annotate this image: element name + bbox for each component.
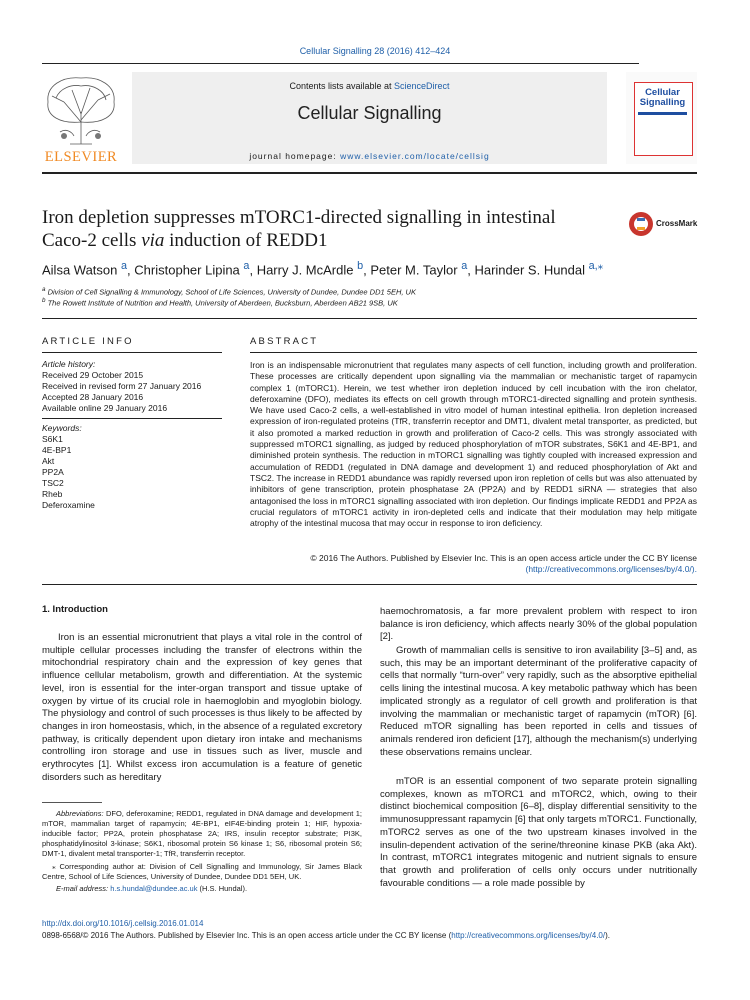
affiliation-a: $^a$ Division of Cell Signalling & Immunology, School of Life Sciences, University of Dundee, Dundee DD1 5EH, UK: [42, 286, 416, 297]
elsevier-wordmark: ELSEVIER: [44, 149, 118, 165]
abstract-end-divider: [42, 584, 697, 585]
crossmark-label: CrossMark: [656, 219, 698, 228]
keywords: Keywords: S6K1 4E-BP1 Akt PP2A TSC2 Rheb Deferoxamine: [42, 423, 95, 510]
journal-title: Cellular Signalling: [297, 103, 442, 123]
license-footer: 0898-6568/© 2016 The Authors. Published by Elsevier Inc. This is an open access article under the CC BY license (http://creativecommons.org/licenses/by/4.0/).: [42, 931, 610, 940]
abstract-divider: [250, 352, 697, 353]
keyword: Rheb: [42, 489, 63, 499]
keyword: PP2A: [42, 467, 64, 477]
keyword: TSC2: [42, 478, 64, 488]
affiliation-b: $^b$ The Rowett Institute of Nutrition and Health, University of Aberdeen, Bucksburn, Aberdeen AB21 9SB, UK: [42, 297, 398, 308]
license-footer-link[interactable]: http://creativecommons.org/licenses/by/4.0/: [451, 931, 606, 940]
keyword: Deferoxamine: [42, 500, 95, 510]
article-history: Article history: Received 29 October 2015 Received in revised form 27 January 2016 Accepted 28 January 2016 Available online 29 January 2016: [42, 359, 202, 413]
intro-right-paragraph-2: Growth of mammalian cells is sensitive to iron availability [3–5] and, as such, this may be an important determinant of the proliferative capacity of cells that normally “turn-over” very rapidly, such as the absorptive epithelial cells lining the intestinal mucosa. A key metabolic pathway which has been implicated strongly as a regulator of cell growth and proliferation is that involving the mammalian or mechanistic target of rapamycin (mTOR) [6]. Reduced mTOR signalling has been reported in cells and tissues of animals rendered iron deficient [17], although the mechanism(s) underlying these observations remains unclear.: [380, 645, 697, 758]
keywords-divider: [42, 418, 222, 419]
license-link[interactable]: (http://creativecommons.org/licenses/by/4.0/).: [525, 564, 697, 575]
abbreviations-footnote: Abbreviations: DFO, deferoxamine; REDD1, regulated in DNA damage and development 1; mTOR, mammalian target of rapamycin; 4E-BP1, eIF4E-binding protein 1; HIF, hypoxia-inducible factor; PP2A, protein phosphatase 2A; IRS, insulin receptor substrate; PI3K, phosphatidylinositol 3-kinase; S6K1, ribosomal protein S6 kinase 1; S6, ribosomal protein S6; DMT-1, divalent metal transporter-1; TfR, transferrin receptor.: [42, 809, 362, 858]
journal-homepage: journal homepage: www.elsevier.com/locate/cellsig: [249, 151, 490, 161]
info-divider: [42, 352, 222, 353]
author: Harinder S. Hundal: [474, 262, 586, 278]
intro-right-paragraph-1: haemochromatosis, a far more prevalent problem with respect to iron balance is iron deficiency, which affects nearly 30% of the global population [2].: [380, 606, 697, 643]
homepage-link[interactable]: www.elsevier.com/locate/cellsig: [340, 151, 490, 161]
intro-left-paragraph: Iron is an essential micronutrient that plays a vital role in the control of multiple cellular processes including the transfer of electrons within the mitochondrial respiratory chain and the expression of key genes that influence cellular metabolism, growth and differentiation. At the systemic level, iron is essential for the inter-organ transport and tissue uptake of oxygen by virtue of its crucial role in haemoglobin and myoglobin biology. The physiology and control of such processes is thus likely to be affected by changes in iron homeostasis, which, in the absence of a regulated excretory pathway, is critically dependent upon dietary iron intake and mechanisms controlling iron storage and use in tissues such as liver, muscle and erythrocytes [1]. Whilst excess iron accumulation is a feature of genetic disorders such as hereditary: [42, 632, 362, 783]
top-divider: [42, 63, 639, 64]
article-info-heading: ARTICLE INFO: [42, 336, 134, 347]
contents-line: Contents lists available at ScienceDirect: [289, 81, 450, 91]
cover-title: Cellular Signalling: [639, 87, 686, 108]
corresponding-author: ⁎ Corresponding author at: Division of Cell Signalling and Immunology, Sir James Black Centre, School of Life Sciences, University of Dundee, Dundee DD1 5EH, UK.: [42, 862, 362, 881]
email-footnote: E-mail address: h.s.hundal@dundee.ac.uk (H.S. Hundal).: [56, 884, 248, 893]
abstract-text: Iron is an indispensable micronutrient that regulates many aspects of cell function, including growth and proliferation. These processes are critically dependent upon signalling via the mammalian or mechanistic target of rapamycin complex 1 (mTORC1). Herein, we test whether iron depletion induced by cell incubation with the iron chelator, deferoxamine (DFO), mediates its effects on cell growth through mTORC1-directed signalling and protein synthesis. We have used Caco-2 cells, a well-established in vitro model of human intestinal epithelia. Iron depletion increased expression of iron-regulated proteins (TfR, transferrin receptor and DMT1, divalent metal transporter, as predicted, but it also promoted a marked reduction in growth and proliferation of Caco-2 cells. This was strongly associated with suppressed mTORC1 signalling, as judged by reduced phosphorylation of mTOR substrates, S6K1 and 4E-BP1, and diminished protein synthesis. The reduction in mTORC1 signalling was tightly coupled with increased expression and accumulation of REDD1 (regulated in DNA damage and development 1) and reduced phosphorylation of Akt and TSC2. The increase in REDD1 abundance was rapidly reversed upon iron repletion of cells but was also attenuated by inhibitors of gene transcription, protein phosphatase 2A (PP2A) and by REDD1 siRNA — strategies that also antagonised the loss in mTORC1 signalling associated with iron depletion. Our findings implicate REDD1 and PP2A as crucial regulators of mTORC1 activity in iron-depleted cells and indicate that their modulation may help mitigate atrophy of the intestinal mucosa that may occur in response to iron deficiency.: [250, 360, 697, 529]
author: Peter M. Taylor: [370, 262, 458, 278]
doi-link[interactable]: http://dx.doi.org/10.1016/j.cellsig.2016.01.014: [42, 919, 204, 928]
abstract-heading: ABSTRACT: [250, 336, 319, 347]
article-title: Iron depletion suppresses mTORC1-directed signalling in intestinal Caco-2 cells via induction of REDD1: [42, 207, 556, 251]
affiliation-divider: [42, 318, 697, 319]
author: Harry J. McArdle: [256, 262, 354, 278]
header-divider: [42, 172, 697, 174]
abstract-copyright: © 2016 The Authors. Published by Elsevier Inc. This is an open access article under the CC BY license (http://creativecommons.org/licenses/by/4.0/).: [310, 553, 697, 575]
section-heading: 1. Introduction: [42, 604, 108, 615]
email-link[interactable]: h.s.hundal@dundee.ac.uk: [110, 884, 198, 893]
sciencedirect-link[interactable]: ScienceDirect: [394, 81, 450, 91]
cover-stripe: [638, 112, 687, 115]
footnote-divider: [42, 802, 102, 803]
journal-reference[interactable]: Cellular Signalling 28 (2016) 412–424: [299, 46, 451, 56]
keyword: 4E-BP1: [42, 445, 72, 455]
keyword: Akt: [42, 456, 55, 466]
author: Ailsa Watson: [42, 262, 118, 278]
author-list: Ailsa Watson $^a$, Christopher Lipina $^a$, Harry J. McArdle $^b$, Peter M. Taylor $^a$, Harinder S. Hundal $^{a,⁎}$: [42, 260, 604, 278]
intro-right-paragraph-3: mTOR is an essential component of two separate protein signalling complexes, known as mTORC1 and mTORC2, which, owing to their distinct biochemical composition [6–8], display differential sensitivity to the immunosuppressant rapamycin [6] that only targets mTORC1. Functionally, mTORC2 serves as one of the two upstream kinases involved in the insulin-dependent activation of the serine/threonine kinase PKB (aka Akt). In contrast, mTORC1 integrates mitogenic and nutrient signals to ensure that growth and proliferation of cells only occurs under nutritionally favourable conditions — a role made possible by: [380, 776, 697, 889]
keyword: S6K1: [42, 434, 63, 444]
author: Christopher Lipina: [134, 262, 240, 278]
crossmark-icon: [628, 210, 654, 240]
